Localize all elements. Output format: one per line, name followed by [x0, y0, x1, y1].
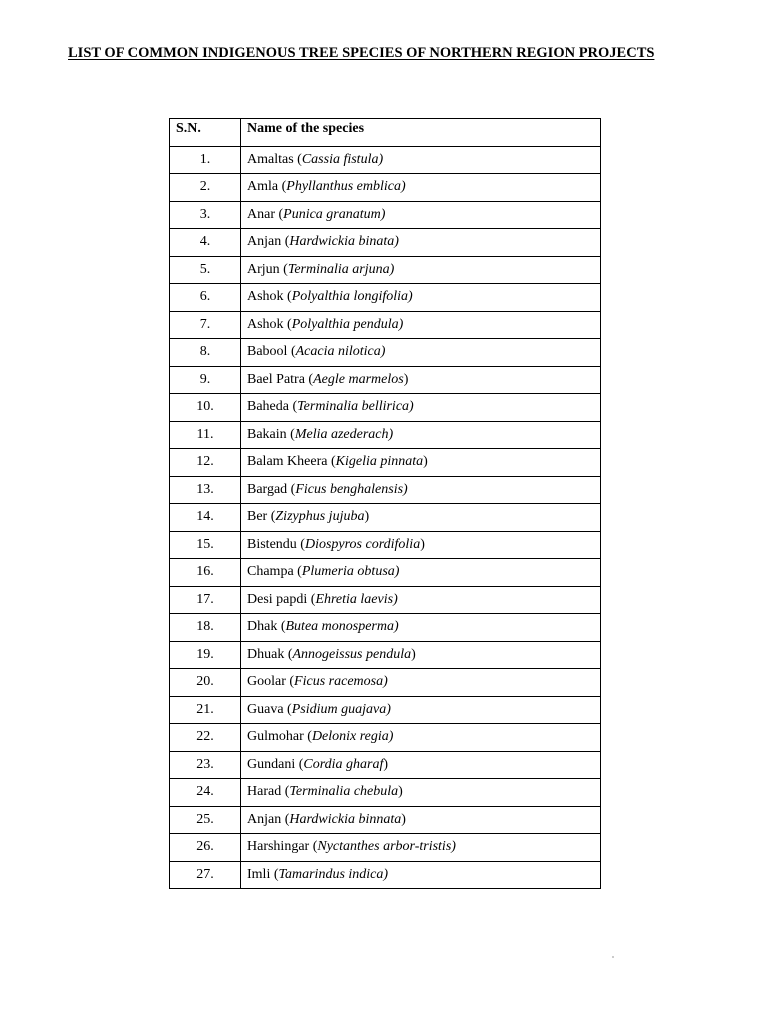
species-name-cell — [241, 861, 601, 889]
species-name-cell — [241, 476, 601, 504]
serial-number-cell — [170, 229, 241, 257]
scientific-name: Ehretia laevis) — [315, 591, 398, 607]
serial-number: 9. — [199, 371, 211, 387]
table-row — [170, 174, 601, 202]
serial-number: 26. — [196, 839, 214, 855]
scientific-name: Annogeissus pendula — [292, 646, 412, 662]
serial-number: 21. — [196, 701, 214, 717]
scientific-name: Acacia nilotica) — [295, 344, 386, 360]
common-name: Arjun ( — [247, 261, 288, 277]
species-name-cell — [241, 256, 601, 284]
scientific-name: Ficus benghalensis) — [295, 481, 408, 497]
serial-number-cell — [170, 174, 241, 202]
serial-number: 5. — [199, 261, 211, 277]
serial-number-cell — [170, 806, 241, 834]
serial-number: 23. — [196, 756, 214, 772]
table-row — [170, 339, 601, 367]
scientific-name: Punica granatum) — [283, 206, 386, 222]
serial-number-cell — [170, 504, 241, 532]
scientific-name: Ficus racemosa) — [294, 674, 388, 690]
table-row — [170, 311, 601, 339]
serial-number-cell — [170, 256, 241, 284]
species-name-cell — [241, 559, 601, 587]
table-row — [170, 394, 601, 422]
table-row — [170, 449, 601, 477]
serial-number: 11. — [196, 426, 214, 442]
serial-number-cell — [170, 311, 241, 339]
scientific-name: Cassia fistula) — [301, 151, 384, 167]
scientific-name: Polyalthia pendula) — [291, 316, 404, 332]
species-name-cell — [241, 806, 601, 834]
serial-number-cell — [170, 284, 241, 312]
closing-parenthesis: ) — [398, 784, 403, 800]
common-name: Dhak ( — [247, 619, 286, 635]
scientific-name: Psidium guajava) — [291, 701, 391, 717]
species-table-body — [170, 146, 601, 889]
serial-number: 14. — [196, 509, 214, 525]
table-row — [170, 504, 601, 532]
header-serial-number: S.N. — [170, 119, 241, 147]
species-name-cell — [241, 229, 601, 257]
common-name: Amaltas ( — [247, 151, 302, 167]
table-row — [170, 779, 601, 807]
scientific-name: Aegle marmelos — [313, 371, 404, 387]
scientific-name: Melia azederach) — [294, 426, 394, 442]
common-name: Harshingar ( — [247, 839, 318, 855]
serial-number: 16. — [196, 564, 214, 580]
common-name: Ashok ( — [247, 316, 292, 332]
serial-number-cell — [170, 146, 241, 174]
serial-number: 27. — [196, 866, 214, 882]
common-name: Harad ( — [247, 784, 290, 800]
serial-number: 3. — [199, 206, 211, 222]
serial-number: 1. — [199, 151, 211, 167]
common-name: Bargad ( — [247, 481, 296, 497]
common-name: Bakain ( — [247, 426, 295, 442]
table-row — [170, 531, 601, 559]
common-name: Goolar ( — [247, 674, 295, 690]
species-name-cell — [241, 339, 601, 367]
common-name: Desi papdi ( — [247, 591, 316, 607]
species-name-cell — [241, 284, 601, 312]
species-name-cell — [241, 421, 601, 449]
species-name-cell — [241, 201, 601, 229]
closing-parenthesis: ) — [411, 646, 416, 662]
header-species-name: Name of the species — [241, 119, 601, 147]
common-name: Guava ( — [247, 701, 292, 717]
serial-number-cell — [170, 586, 241, 614]
closing-parenthesis: ) — [403, 371, 409, 387]
serial-number: 10. — [196, 399, 214, 415]
closing-parenthesis: ) — [420, 536, 425, 552]
table-row — [170, 751, 601, 779]
species-name-cell — [241, 586, 601, 614]
table-row — [170, 586, 601, 614]
serial-number-cell — [170, 531, 241, 559]
common-name: Anar ( — [247, 206, 284, 222]
table-row — [170, 669, 601, 697]
common-name: Bistendu ( — [247, 536, 305, 552]
stray-dot — [612, 956, 614, 958]
scientific-name: Hardwickia binata) — [289, 234, 399, 250]
scientific-name: Polyalthia longifolia) — [291, 289, 413, 305]
closing-parenthesis: ) — [364, 509, 370, 525]
serial-number-cell — [170, 201, 241, 229]
common-name: Gulmohar ( — [247, 729, 312, 745]
species-name-cell — [241, 449, 601, 477]
scientific-name: Phyllanthus emblica) — [286, 179, 406, 195]
common-name: Gundani ( — [247, 756, 304, 772]
serial-number: 19. — [196, 646, 214, 662]
common-name: Babool ( — [247, 344, 296, 360]
table-row — [170, 724, 601, 752]
table-row — [170, 421, 601, 449]
serial-number: 18. — [196, 619, 214, 635]
scientific-name: Delonix regia) — [311, 729, 394, 745]
table-row — [170, 229, 601, 257]
common-name: Champa ( — [247, 564, 302, 580]
table-row — [170, 201, 601, 229]
serial-number-cell — [170, 696, 241, 724]
scientific-name: Tamarindus indica) — [278, 866, 389, 882]
closing-parenthesis: ) — [401, 811, 406, 827]
serial-number-cell — [170, 641, 241, 669]
table-header-row — [170, 119, 601, 147]
common-name: Ber ( — [247, 509, 276, 525]
table-row — [170, 256, 601, 284]
species-name-cell — [241, 696, 601, 724]
serial-number-cell — [170, 779, 241, 807]
species-name-cell — [241, 669, 601, 697]
species-name-cell — [241, 724, 601, 752]
serial-number: 2. — [199, 179, 211, 195]
serial-number-cell — [170, 421, 241, 449]
table-row — [170, 861, 601, 889]
serial-number: 6. — [199, 289, 211, 305]
common-name: Dhuak ( — [247, 646, 293, 662]
serial-number-cell — [170, 724, 241, 752]
species-name-cell — [241, 751, 601, 779]
table-row — [170, 806, 601, 834]
serial-number: 15. — [196, 536, 214, 552]
common-name: Bael Patra ( — [247, 371, 314, 387]
table-row — [170, 366, 601, 394]
species-name-cell — [241, 531, 601, 559]
table-row — [170, 476, 601, 504]
closing-parenthesis: ) — [423, 454, 428, 470]
serial-number-cell — [170, 751, 241, 779]
serial-number: 12. — [196, 454, 214, 470]
serial-number-cell — [170, 861, 241, 889]
common-name: Balam Kheera ( — [247, 454, 336, 470]
serial-number: 24. — [196, 784, 214, 800]
species-name-cell — [241, 834, 601, 862]
serial-number: 4. — [199, 234, 211, 250]
scientific-name: Cordia gharaf — [303, 756, 384, 772]
serial-number-cell — [170, 559, 241, 587]
table-row — [170, 834, 601, 862]
scientific-name: Plumeria obtusa) — [301, 564, 400, 580]
species-name-cell — [241, 779, 601, 807]
species-name-cell — [241, 146, 601, 174]
scientific-name: Hardwickia binnata — [289, 811, 402, 827]
common-name: Imli ( — [247, 866, 279, 882]
serial-number: 22. — [196, 729, 214, 745]
table-row — [170, 614, 601, 642]
serial-number-cell — [170, 366, 241, 394]
scientific-name: Butea monosperma) — [285, 619, 399, 635]
serial-number-cell — [170, 669, 241, 697]
species-name-cell — [241, 394, 601, 422]
species-name-cell — [241, 614, 601, 642]
document-title: LIST OF COMMON INDIGENOUS TREE SPECIES OF NORTHERN REGION PROJECTS — [68, 45, 655, 61]
table-row — [170, 641, 601, 669]
common-name: Baheda ( — [247, 399, 298, 415]
serial-number-cell — [170, 339, 241, 367]
species-name-cell — [241, 366, 601, 394]
scientific-name: Diospyros cordifolia — [304, 536, 421, 552]
serial-number-cell — [170, 834, 241, 862]
table-row — [170, 559, 601, 587]
serial-number: 17. — [196, 591, 214, 607]
closing-parenthesis: ) — [383, 756, 389, 772]
species-name-cell — [241, 311, 601, 339]
scientific-name: Nyctanthes arbor-tristis) — [317, 839, 456, 855]
serial-number: 13. — [196, 481, 214, 497]
scientific-name: Zizyphus jujuba — [275, 509, 365, 525]
common-name: Ashok ( — [247, 289, 292, 305]
scientific-name: Terminalia arjuna) — [287, 261, 395, 277]
common-name: Anjan ( — [247, 811, 290, 827]
serial-number-cell — [170, 476, 241, 504]
serial-number: 20. — [196, 674, 214, 690]
species-table — [169, 118, 601, 889]
serial-number: 25. — [196, 811, 214, 827]
table-row — [170, 284, 601, 312]
serial-number-cell — [170, 449, 241, 477]
species-name-cell — [241, 641, 601, 669]
serial-number: 8. — [199, 344, 211, 360]
serial-number-cell — [170, 394, 241, 422]
serial-number-cell — [170, 614, 241, 642]
scientific-name: Kigelia pinnata — [335, 454, 424, 470]
scientific-name: Terminalia chebula — [289, 784, 399, 800]
scientific-name: Terminalia bellirica) — [297, 399, 414, 415]
common-name: Amla ( — [247, 179, 287, 195]
species-name-cell — [241, 504, 601, 532]
common-name: Anjan ( — [247, 234, 290, 250]
table-row — [170, 696, 601, 724]
table-row — [170, 146, 601, 174]
serial-number: 7. — [199, 316, 211, 332]
species-name-cell — [241, 174, 601, 202]
